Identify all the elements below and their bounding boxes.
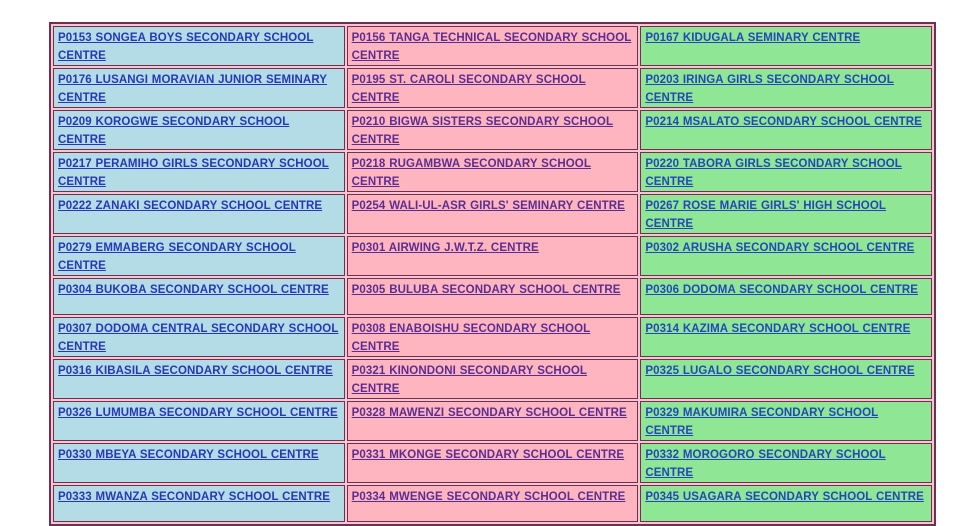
centre-cell [640,152,932,192]
centre-cell [640,443,932,483]
centre-cell [347,359,639,399]
table-row [53,68,932,108]
centre-cell [347,110,639,150]
centre-cell [640,110,932,150]
centre-link[interactable]: P0167 KIDUGALA SEMINARY CENTRE [645,32,861,44]
centre-link[interactable]: P0326 LUMUMBA SECONDARY SCHOOL CENTRE [58,407,338,419]
centre-cell [347,443,639,483]
table-row [53,317,932,357]
centre-cell [53,68,345,108]
table-row [53,278,932,315]
centre-cell [347,194,639,234]
centre-link[interactable]: P0156 TANGA TECHNICAL SECONDARY SCHOOL CENTRE [351,32,632,62]
centre-cell [347,485,639,522]
centre-link[interactable]: P0325 LUGALO SECONDARY SCHOOL CENTRE [645,365,915,377]
centre-link[interactable]: P0304 BUKOBA SECONDARY SCHOOL CENTRE [58,284,329,296]
centre-cell [640,236,932,276]
centre-cell [347,152,639,192]
centre-link[interactable]: P0328 MAWENZI SECONDARY SCHOOL CENTRE [351,407,627,419]
centre-cell [640,317,932,357]
table-row [53,152,932,192]
table-row [53,110,932,150]
centres-table-body [53,26,932,522]
centre-link[interactable]: P0345 USAGARA SECONDARY SCHOOL CENTRE [645,491,924,503]
centre-cell [53,278,345,315]
centre-link[interactable]: P0330 MBEYA SECONDARY SCHOOL CENTRE [58,449,319,461]
table-row [53,236,932,276]
table-row [53,359,932,399]
centre-cell [640,359,932,399]
centre-cell [640,194,932,234]
centre-link[interactable]: P0305 BULUBA SECONDARY SCHOOL CENTRE [351,284,621,296]
centre-link[interactable]: P0214 MSALATO SECONDARY SCHOOL CENTRE [645,116,922,128]
centre-link[interactable]: P0195 ST. CAROLI SECONDARY SCHOOL CENTRE [351,74,586,104]
centre-cell [53,236,345,276]
centre-link[interactable]: P0220 TABORA GIRLS SECONDARY SCHOOL CENTRE [645,158,902,188]
centre-cell [347,236,639,276]
centre-link[interactable]: P0153 SONGEA BOYS SECONDARY SCHOOL CENTRE [58,32,314,62]
centre-link[interactable]: P0331 MKONGE SECONDARY SCHOOL CENTRE [351,449,625,461]
centre-link[interactable]: P0308 ENABOISHU SECONDARY SCHOOL CENTRE [351,323,591,353]
centre-cell [53,317,345,357]
centre-link[interactable]: P0301 AIRWING J.W.T.Z. CENTRE [351,242,539,254]
centre-cell [640,401,932,441]
centre-link[interactable]: P0333 MWANZA SECONDARY SCHOOL CENTRE [58,491,331,503]
centre-link[interactable]: P0210 BIGWA SISTERS SECONDARY SCHOOL CENTRE [351,116,614,146]
centre-link[interactable]: P0279 EMMABERG SECONDARY SCHOOL CENTRE [58,242,296,272]
centre-link[interactable]: P0222 ZANAKI SECONDARY SCHOOL CENTRE [58,200,323,212]
table-row [53,194,932,234]
table-row [53,485,932,522]
centre-link[interactable]: P0254 WALI-UL-ASR GIRLS' SEMINARY CENTRE [351,200,625,212]
centre-link[interactable]: P0321 KINONDONI SECONDARY SCHOOL CENTRE [351,365,588,395]
centre-link[interactable]: P0267 ROSE MARIE GIRLS' HIGH SCHOOL CENTRE [645,200,887,230]
centre-link[interactable]: P0329 MAKUMIRA SECONDARY SCHOOL CENTRE [645,407,879,437]
centre-cell [640,485,932,522]
centre-cell [347,317,639,357]
centre-cell [347,68,639,108]
centre-link[interactable]: P0334 MWENGE SECONDARY SCHOOL CENTRE [351,491,626,503]
centre-link[interactable]: P0306 DODOMA SECONDARY SCHOOL CENTRE [645,284,919,296]
centre-cell [53,152,345,192]
centre-link[interactable]: P0203 IRINGA GIRLS SECONDARY SCHOOL CENTRE [645,74,894,104]
table-row [53,26,932,66]
centre-link[interactable]: P0314 KAZIMA SECONDARY SCHOOL CENTRE [645,323,911,335]
centre-cell [640,68,932,108]
centre-link[interactable]: P0176 LUSANGI MORAVIAN JUNIOR SEMINARY CENTRE [58,74,328,104]
centre-cell [53,26,345,66]
centre-cell [53,401,345,441]
centre-cell [640,26,932,66]
centre-cell [640,278,932,315]
table-row [53,443,932,483]
centre-cell [53,359,345,399]
centre-link[interactable]: P0316 KIBASILA SECONDARY SCHOOL CENTRE [58,365,333,377]
centre-link[interactable]: P0218 RUGAMBWA SECONDARY SCHOOL CENTRE [351,158,591,188]
centre-link[interactable]: P0217 PERAMIHO GIRLS SECONDARY SCHOOL CENTRE [58,158,329,188]
centre-cell [53,194,345,234]
centre-cell [347,278,639,315]
centre-cell [347,401,639,441]
centre-link[interactable]: P0209 KOROGWE SECONDARY SCHOOL CENTRE [58,116,290,146]
centre-link[interactable]: P0302 ARUSHA SECONDARY SCHOOL CENTRE [645,242,915,254]
centre-link[interactable]: P0332 MOROGORO SECONDARY SCHOOL CENTRE [645,449,886,479]
table-row [53,401,932,441]
centre-cell [53,443,345,483]
centre-cell [53,485,345,522]
centres-table-wrapper [49,22,936,526]
centre-link[interactable]: P0307 DODOMA CENTRAL SECONDARY SCHOOL CENTRE [58,323,339,353]
centre-cell [347,26,639,66]
centre-cell [53,110,345,150]
centres-table [49,22,936,526]
